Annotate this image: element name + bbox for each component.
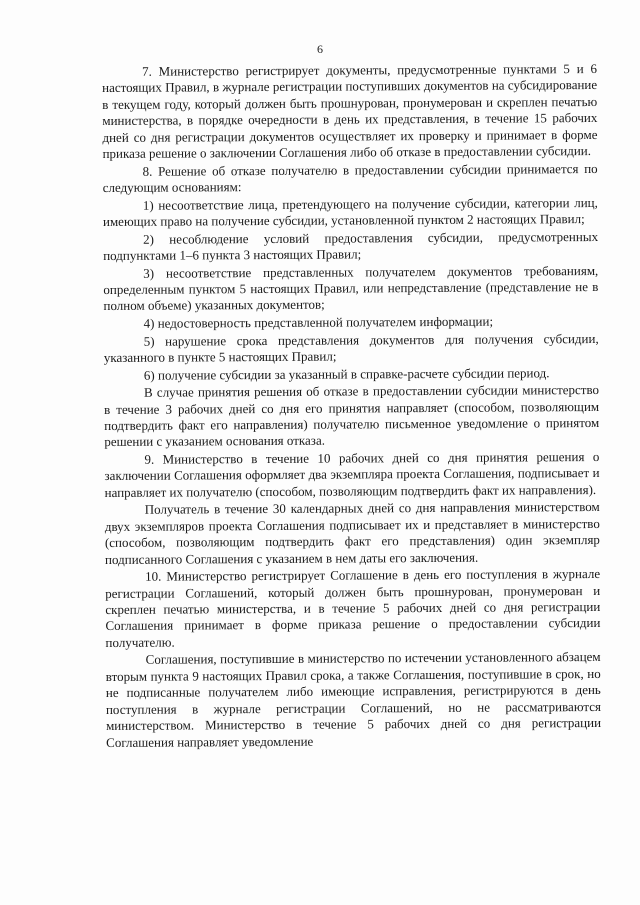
paragraph-10: 10. Министерство регистрирует Соглашение в день его поступления в журнале регистрации Соглашений, который должен быть прошнурован, пронумерован и скреплен печатью министерства, и в течение 5 рабочих дней со дня регистрации Соглашения принимает в форме приказа решение о предоставлении субсидии получателю. [105,566,601,650]
paragraph-7: 7. Министерство регистрирует документы, предусмотренные пунктами 5 и 6 настоящих Правил, в журнале регистрации поступивших документов на субсидирование в текущем году, который должен быть прошнурован, пронумерован и скреплен печатью министерства, в порядке очередности в день их представления, в течение 15 рабочих дней со дня регистрации документов осуществляет их проверку и принимает в форме приказа решение о заключении Соглашения либо об отказе в предоставлении субсидии. [102,60,598,162]
list-item-8-5: 5) нарушение срока представления документов для получения субсидии, указанного в пункте 5 настоящих Правил; [103,330,599,366]
paragraph-10-late-agreements: Соглашения, поступившие в министерство по истечении установленного абзацем вторым пункта 9 настоящих Правил срока, а также Соглашения, поступившие в срок, но не подписанные получателем либо имеющие исправления, регистрируются в день поступления в журнале регистрации Соглашений, но не рассматриваются министерством. Министерство в течение 5 рабочих дней со дня регистрации Соглашения направляет уведомление [105,649,602,750]
page-number: 6 [317,42,323,56]
list-item-8-1: 1) несоответствие лица, претендующего на получение субсидии, категории лиц, имеющих право на получение субсидии, установленной пунктом 2 настоящих Правил; [102,194,598,230]
paragraph-9-recipient: Получатель в течение 30 календарных дней со дня направления министерством двух экземпляров проекта Соглашения подписывает их и представляет в министерство (способом, позволяющим подтвердить факт его представления) один экземпляр подписанного Соглашения с указанием в нем даты его заключения. [104,499,600,567]
paragraph-9: 9. Министерство в течение 10 рабочих дней со дня принятия решения о заключении Соглашения оформляет два экземпляра проекта Соглашения, подписывает и направляет их получателю (способом, позволяющим подтвердить факт их направления). [104,449,600,500]
list-item-8-2: 2) несоблюдение условий предоставления субсидии, предусмотренных подпунктами 1–6 пункта 3 настоящих Правил; [103,228,599,264]
paragraph-8-refusal-notice: В случае принятия решения об отказе в предоставлении субсидии министерство в течение 3 рабочих дней со дня его принятия направляет (способом, позволяющим подтвердить факт его направления) получателю письменное уведомление о принятом решении с указанием основания отказа. [104,382,600,450]
paragraph-8: 8. Решение об отказе получателю в предоставлении субсидии принимается по следующим основаниям: [102,160,598,196]
list-item-8-4: 4) недостоверность представленной получателем информации; [143,313,494,331]
list-item-8-3: 3) несоответствие представленных получателем документов требованиям, определенным пунктом 5 настоящих Правил, или непредставление (представление не в полном объеме) указанных документов; [103,262,599,314]
document-body [102,61,601,752]
list-item-8-6: 6) получение субсидии за указанный в справке-расчете субсидии период. [143,364,550,383]
